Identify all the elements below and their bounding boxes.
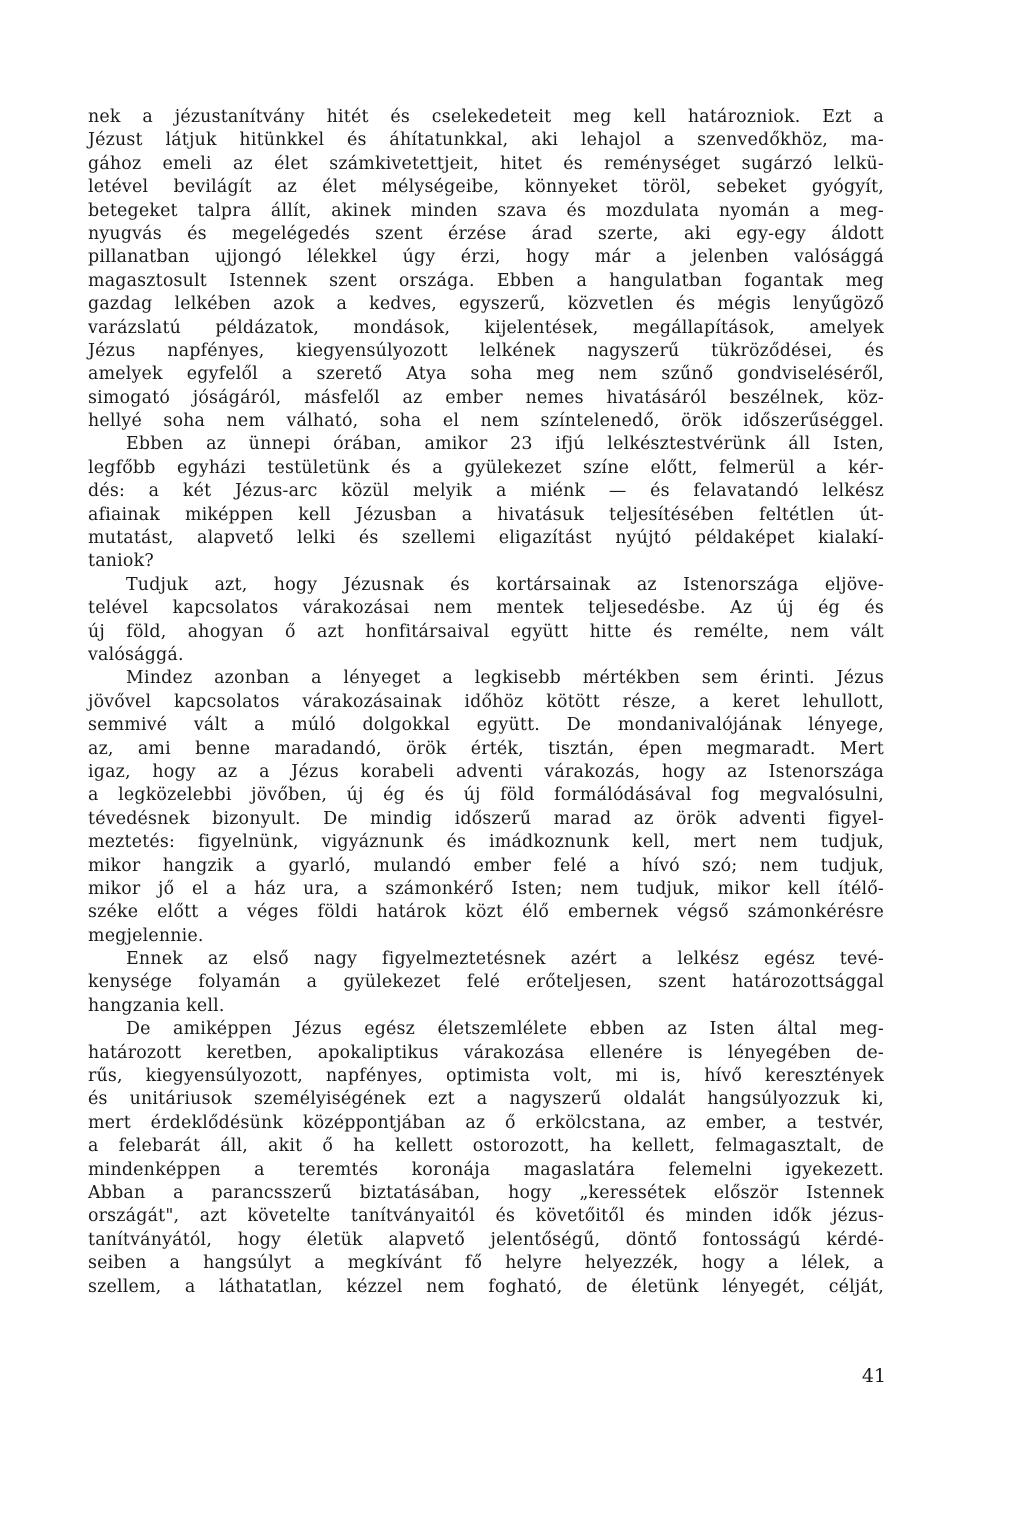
text-line: betegeket talpra állít, akinek minden szava és mozdulata nyomán a meg- bbox=[88, 200, 884, 221]
text-line: De amiképpen Jézus egész életszemlélete ebben az Isten által meg- bbox=[126, 1019, 884, 1040]
text-line: mikor jő el a ház ura, a számonkérő Isten; nem tudjuk, mikor kell ítélő- bbox=[88, 878, 884, 899]
text-line: varázslatú példázatok, mondások, kijelentések, megállapítások, amelyek bbox=[88, 317, 884, 338]
text-line: amelyek egyfelől a szerető Atya soha meg nem szűnő gondviseléséről, bbox=[88, 364, 884, 385]
text-line: tévedésnek bizonyult. De mindig időszerű marad az örök adventi figyel- bbox=[88, 808, 884, 829]
text-line: Tudjuk azt, hogy Jézusnak és kortársainak az Istenországa eljöve- bbox=[126, 574, 884, 595]
text-line: igaz, hogy az a Jézus korabeli adventi várakozás, hogy az Istenországa bbox=[88, 761, 884, 782]
text-line: gához emeli az élet számkivetettjeit, hitet és reménységet sugárzó lelkü- bbox=[88, 153, 884, 174]
text-line: simogató jóságáról, másfelől az ember nemes hivatásáról beszélnek, köz- bbox=[88, 387, 884, 408]
text-line: mert érdeklődésünk középpontjában az ő erkölcstana, az ember, a testvér, bbox=[88, 1112, 884, 1133]
text-line: legfőbb egyházi testületünk és a gyülekezet színe előtt, felmerül a kér- bbox=[88, 457, 884, 478]
text-line: a felebarát áll, akit ő ha kellett ostorozott, ha kellett, felmagasztalt, de bbox=[88, 1136, 884, 1157]
text-line: afiainak miképpen kell Jézusban a hivatásuk teljesítésében feltétlen út- bbox=[88, 504, 884, 525]
text-line: Mindez azonban a lényeget a legkisebb mértékben sem érinti. Jézus bbox=[126, 668, 884, 689]
text-line: Ennek az első nagy figyelmeztetésnek azért a lelkész egész tevé- bbox=[126, 949, 884, 970]
text-line: országát", azt követelte tanítványaitól és követőitől és minden idők jézus- bbox=[88, 1206, 884, 1227]
text-line: mikor hangzik a gyarló, mulandó ember felé a hívó szó; nem tudjuk, bbox=[88, 855, 884, 876]
text-line: hangzania kell. bbox=[88, 995, 225, 1016]
text-line: pillanatban ujjongó lélekkel úgy érzi, hogy már a jelenben valósággá bbox=[88, 247, 884, 268]
text-line: nek a jézustanítvány hitét és cselekedeteit meg kell határozniok. Ezt a bbox=[88, 107, 884, 127]
text-line: tanítványától, hogy életük alapvető jelentőségű, döntő fontosságú kérdé- bbox=[88, 1229, 884, 1250]
text-line: új föld, ahogyan ő azt honfitársaival együtt hitte és remélte, nem vált bbox=[88, 621, 884, 642]
text-line: kenysége folyamán a gyülekezet felé erőteljesen, szent határozottsággal bbox=[88, 972, 884, 993]
text-line: magasztosult Istennek szent országa. Ebben a hangulatban fogantak meg bbox=[88, 270, 884, 291]
text-line: megjelennie. bbox=[88, 925, 204, 946]
text-line: letével bevilágít az élet mélységeibe, könnyeket töröl, sebeket gyógyít, bbox=[88, 177, 884, 198]
text-line: dés: a két Jézus-arc közül melyik a miénk — és felavatandó lelkész bbox=[88, 481, 884, 502]
text-line: az, ami benne maradandó, örök érték, tisztán, épen megmaradt. Mert bbox=[88, 738, 884, 759]
text-line: Jézust látjuk hitünkkel és áhítatunkkal, aki lehajol a szenvedőkhöz, ma- bbox=[88, 130, 884, 151]
text-line: nyugvás és megelégedés szent érzése árad szerte, aki egy-egy áldott bbox=[88, 223, 884, 244]
text-line: gazdag lelkében azok a kedves, egyszerű, közvetlen és mégis lenyűgöző bbox=[88, 294, 884, 315]
text-line: széke előtt a véges földi határok közt élő embernek végső számonkérésre bbox=[88, 902, 884, 923]
text-line: telével kapcsolatos várakozásai nem mentek teljesedésbe. Az új ég és bbox=[88, 598, 884, 619]
text-line: Abban a parancsszerű biztatásában, hogy „keressétek először Istennek bbox=[88, 1182, 884, 1203]
page-number: 41 bbox=[861, 1365, 886, 1387]
text-line: meztetés: figyelnünk, vigyáznunk és imádkoznunk kell, mert nem tudjuk, bbox=[88, 832, 884, 853]
text-line: a legközelebbi jövőben, új ég és új föld formálódásával fog megvalósulni, bbox=[88, 785, 884, 806]
text-line: jövővel kapcsolatos várakozásainak időhöz kötött része, a keret lehullott, bbox=[88, 691, 884, 712]
text-line: és unitáriusok személyiségének ezt a nagyszerű oldalát hangsúlyozzuk ki, bbox=[88, 1089, 884, 1110]
text-line: határozott keretben, apokaliptikus várakozása ellenére is lényegében de- bbox=[88, 1042, 884, 1063]
text-line: Ebben az ünnepi órában, amikor 23 ifjú lelkésztestvérünk áll Isten, bbox=[126, 434, 884, 455]
text-line: rűs, kiegyensúlyozott, napfényes, optimista volt, mi is, hívő keresztények bbox=[88, 1066, 884, 1087]
text-line: taniok? bbox=[88, 551, 154, 572]
text-line: hellyé soha nem válható, soha el nem színtelenedő, örök időszerűséggel. bbox=[88, 411, 884, 432]
text-line: valósággá. bbox=[88, 644, 184, 665]
text-line: seiben a hangsúlyt a megkívánt fő helyre helyezzék, hogy a lélek, a bbox=[88, 1253, 884, 1274]
text-line: Jézus napfényes, kiegyensúlyozott lelkének nagyszerű tükröződései, és bbox=[88, 340, 884, 361]
text-line: mindenképpen a teremtés koronája magaslatára felemelni igyekezett. bbox=[88, 1159, 884, 1180]
body-text bbox=[88, 106, 884, 1299]
text-line: mutatást, alapvető lelki és szellemi eligazítást nyújtó példaképet kialakí- bbox=[88, 528, 884, 549]
text-line: semmivé vált a múló dolgokkal együtt. De mondanivalójának lényege, bbox=[88, 715, 884, 736]
text-line: szellem, a láthatatlan, kézzel nem fogható, de életünk lényegét, célját, bbox=[88, 1276, 884, 1297]
